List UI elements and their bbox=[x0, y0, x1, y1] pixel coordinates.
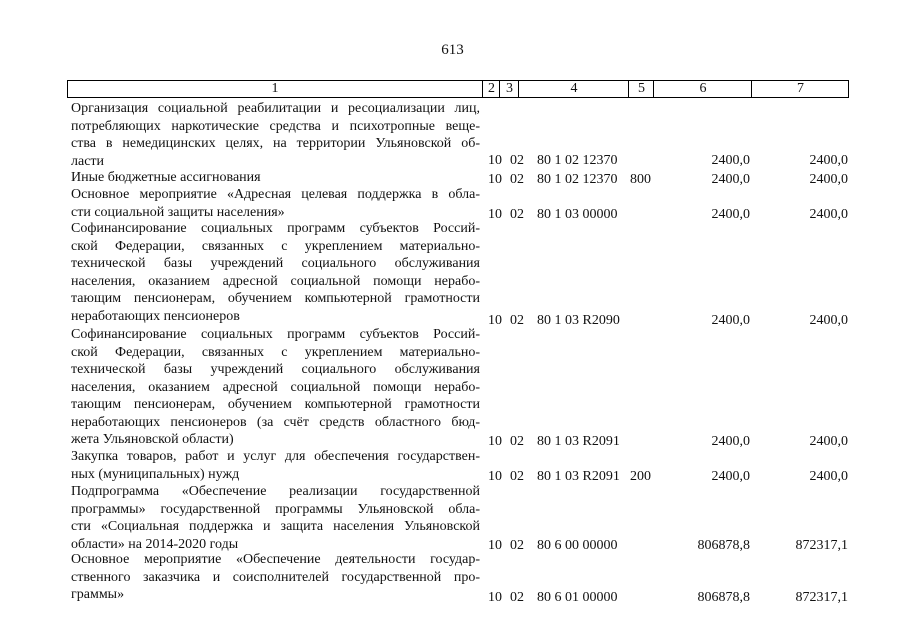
description-line: Организация социальной реабилитации и ресоциализации лиц, bbox=[71, 101, 480, 116]
row-description bbox=[71, 220, 480, 325]
cell-c4: 80 1 02 12370 bbox=[537, 153, 618, 168]
cell-c6: 2400,0 bbox=[711, 207, 750, 222]
description-line: области» на 2014-2020 годы bbox=[71, 536, 239, 552]
header-col-7: 7 bbox=[751, 81, 849, 97]
row-description bbox=[71, 551, 480, 604]
cell-c2: 10 bbox=[488, 313, 502, 328]
cell-c2: 10 bbox=[488, 434, 502, 449]
cell-c6: 806878,8 bbox=[697, 590, 750, 605]
cell-c3: 02 bbox=[510, 469, 524, 484]
header-col-4: 4 bbox=[518, 81, 629, 97]
description-line: технической базы учреждений социального обслуживания bbox=[71, 362, 480, 377]
cell-c3: 02 bbox=[510, 153, 524, 168]
header-col-2: 2 bbox=[482, 81, 500, 97]
description-line: Закупка товаров, работ и услуг для обеспечения государствен- bbox=[71, 449, 480, 464]
header-col-1: 1 bbox=[271, 81, 279, 96]
description-line: сти «Социальная поддержка и защита населения Ульяновской bbox=[71, 519, 480, 534]
cell-c7: 2400,0 bbox=[809, 313, 848, 328]
row-description bbox=[71, 169, 480, 187]
table-header bbox=[67, 80, 849, 98]
description-line: Основное мероприятие «Адресная целевая поддержка в обла- bbox=[71, 187, 480, 202]
cell-c2: 10 bbox=[488, 153, 502, 168]
cell-c7: 2400,0 bbox=[809, 434, 848, 449]
description-line: ской Федерации, связанных с укреплением материально- bbox=[71, 238, 480, 254]
cell-c5: 800 bbox=[630, 172, 651, 187]
cell-c3: 02 bbox=[510, 590, 524, 605]
row-description bbox=[71, 448, 480, 483]
cell-c7: 2400,0 bbox=[809, 172, 848, 187]
cell-c3: 02 bbox=[510, 434, 524, 449]
cell-c2: 10 bbox=[488, 590, 502, 605]
cell-c7: 2400,0 bbox=[809, 207, 848, 222]
description-line: неработающих пенсионеров (за счёт средств областного бюд- bbox=[71, 414, 480, 430]
row-description bbox=[71, 100, 480, 170]
cell-c6: 2400,0 bbox=[711, 469, 750, 484]
cell-c7: 2400,0 bbox=[809, 153, 848, 168]
description-line: тающим пенсионерам, обучением компьютерной грамотности bbox=[71, 397, 480, 412]
description-line: ных (муниципальных) нужд bbox=[71, 466, 240, 482]
cell-c3: 02 bbox=[510, 313, 524, 328]
description-line: тающим пенсионерам, обучением компьютерной грамотности bbox=[71, 291, 480, 306]
cell-c2: 10 bbox=[488, 538, 502, 553]
description-line: ства в немедицинских целях, на территории Ульяновской об- bbox=[71, 136, 480, 151]
description-line: жета Ульяновской области) bbox=[71, 432, 234, 447]
description-line: Основное мероприятие «Обеспечение деятельности государ- bbox=[71, 552, 480, 567]
description-line: населения, оказанием адресной социальной помощи нерабо- bbox=[71, 379, 480, 395]
header-col-5: 5 bbox=[628, 81, 654, 97]
cell-c5: 200 bbox=[630, 469, 651, 484]
cell-c3: 02 bbox=[510, 538, 524, 553]
cell-c4: 80 1 02 12370 bbox=[537, 172, 618, 187]
header-col-6: 6 bbox=[653, 81, 752, 97]
description-line: ласти bbox=[71, 153, 105, 169]
description-line: программы» государственной программы Ульяновской обла- bbox=[71, 501, 480, 517]
cell-c3: 02 bbox=[510, 172, 524, 187]
page-number: 613 bbox=[441, 42, 464, 58]
description-line: технической базы учреждений социального обслуживания bbox=[71, 256, 480, 271]
description-line: Софинансирование социальных программ субъектов Россий- bbox=[71, 327, 480, 342]
description-line: потребляющих наркотические средства и психотропные веще- bbox=[71, 118, 480, 134]
cell-c6: 2400,0 bbox=[711, 434, 750, 449]
cell-c7: 2400,0 bbox=[809, 469, 848, 484]
row-description bbox=[71, 186, 480, 221]
cell-c4: 80 1 03 00000 bbox=[537, 207, 618, 222]
cell-c2: 10 bbox=[488, 207, 502, 222]
cell-c7: 872317,1 bbox=[795, 538, 848, 553]
description-line: Софинансирование социальных программ субъектов Россий- bbox=[71, 221, 480, 236]
cell-c6: 2400,0 bbox=[711, 313, 750, 328]
cell-c2: 10 bbox=[488, 172, 502, 187]
cell-c4: 80 1 03 R2091 bbox=[537, 469, 620, 484]
cell-c4: 80 1 03 R2091 bbox=[537, 434, 620, 449]
cell-c6: 2400,0 bbox=[711, 153, 750, 168]
description-line: граммы» bbox=[71, 587, 125, 602]
description-line: неработающих пенсионеров bbox=[71, 308, 240, 324]
cell-c3: 02 bbox=[510, 207, 524, 222]
description-line: ственного заказчика и соисполнителей государственной про- bbox=[71, 569, 480, 585]
row-description bbox=[71, 326, 480, 449]
description-line: сти социальной защиты населения» bbox=[71, 204, 285, 220]
cell-c2: 10 bbox=[488, 469, 502, 484]
cell-c7: 872317,1 bbox=[795, 590, 848, 605]
header-col-3: 3 bbox=[499, 81, 519, 97]
cell-c4: 80 6 00 00000 bbox=[537, 538, 618, 553]
row-description bbox=[71, 483, 480, 553]
description-line: Подпрограмма «Обеспечение реализации государственной bbox=[71, 484, 480, 499]
cell-c6: 2400,0 bbox=[711, 172, 750, 187]
description-line: ской Федерации, связанных с укреплением материально- bbox=[71, 344, 480, 360]
description-line: Иные бюджетные ассигнования bbox=[71, 170, 261, 185]
description-line: населения, оказанием адресной социальной помощи нерабо- bbox=[71, 273, 480, 289]
cell-c4: 80 1 03 R2090 bbox=[537, 313, 620, 328]
cell-c4: 80 6 01 00000 bbox=[537, 590, 618, 605]
cell-c6: 806878,8 bbox=[697, 538, 750, 553]
